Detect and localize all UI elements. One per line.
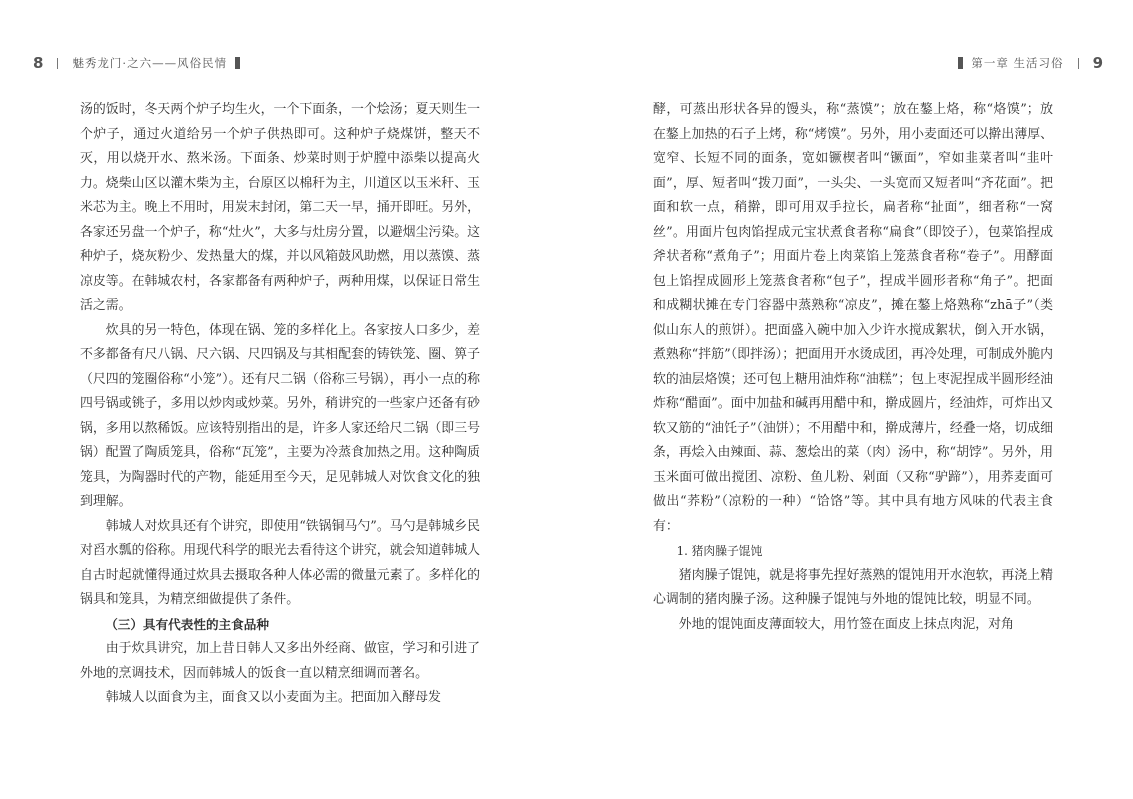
body-paragraph-continued: 酵，可蒸出形状各异的馒头，称“蒸馍”；放在鏊上烙，称“烙馍”；放在鏊上加热的石子上烤，称“烤馍”。另外，用小麦面还可以擀出薄厚、宽窄、长短不同的面条，宽如镢楔者叫“镢面”，窄如韭菜者叫“韭叶面”，厚、短者叫“拨刀面”，一头尖、一头宽而又短者叫“齐花面”。把面和软一点，稍擀，即可用双手拉长，扁者称“扯面”，细者称“一窝丝”。用面片包肉馅捏成元宝状煮食者称“扁食”（即饺子），包菜馅捏成斧状者称“煮角子”；用面片卷上肉菜馅上笼蒸食者称“卷子”。用酵面包上馅捏成圆形上笼蒸食者称“包子”，捏成半圆形者称“角子”。把面和成糊状摊在专门容器中蒸熟称“凉皮”，摊在鏊上烙熟称“zhā子”（类似山东人的煎饼）。把面盛入碗中加入少许水搅成絮状，倒入开水锅，煮熟称“拌筋”（即拌汤）；把面用开水烫成团，再冷处理，可制成外脆内软的油层烙馍；还可包上糖用油炸称“油糕”；包上枣泥捏成半圆形经油炸称“醋面”。面中加盐和碱再用醋中和，擀成圆片，经油炸，可炸出又软又筋的“油饦子”（油饼）；不用醋中和，擀成薄片，经叠一烙，切成细条，再烩入由辣面、蒜、葱烩出的菜（肉）汤中，称“胡饽”。另外，用玉米面可做出搅团、凉粉、鱼儿粉、剁面（又称“驴蹄”），用荞麦面可做出“荞粉”（凉粉的一种）“饸饹”等。其中具有地方风味的代表主食有： [653,102,1053,534]
right-page [566,0,1133,799]
body-paragraph: 韩城人以面食为主，面食又以小麦面为主。把面加入酵母发 [105,690,441,705]
header-marker [235,57,240,69]
body-paragraph: 猪肉臊子馄饨，就是将事先捏好蒸熟的馄饨用开水泡软，再浇上精心调制的猪肉臊子汤。这种臊子馄饨与外地的馄饨比较，明显不同。 [653,567,1053,607]
page-number: 8 [33,54,44,72]
body-paragraph-continued: 汤的饭时，冬天两个炉子均生火，一个下面条，一个烩汤；夏天则生一个炉子，通过火道给另一个炉子供热即可。这种炉子烧煤饼，整天不灭，用以烧开水、熬米汤。下面条、炒菜时则于炉膛中添柴以提高火力。烧柴山区以灌木柴为主，台原区以棉秆为主，川道区以玉米秆、玉米芯为主。晚上不用时，用炭末封闭，第二天一早，捅开即旺。另外，各家还另盘一个炉子，称“灶火”，大多与灶房分置，以避烟尘污染。这种炉子，烧灰粉少、发热量大的煤，并以风箱鼓风助燃，用以蒸馍、蒸凉皮等。在韩城农村，各家都备有两种炉子，两种用煤，以保证日常生活之需。 [80,102,480,313]
page-number: 9 [1092,54,1103,72]
header-marker [958,57,963,69]
chapter-title: 第一章 生活习俗 [971,56,1064,70]
header-divider [1078,58,1079,69]
section-heading: （三）具有代表性的主食品种 [105,616,269,632]
left-page-body [80,98,480,711]
body-paragraph: 由于炊具讲究，加上昔日韩人又多出外经商、做宦，学习和引进了外地的烹调技术，因而韩城人的饭食一直以精烹细调而著名。 [80,641,480,681]
body-paragraph: 韩城人对炊具还有个讲究，即使用“铁锅铜马勺”。马勺是韩城乡民对舀水瓢的俗称。用现代科学的眼光去看待这个讲究，就会知道韩城人自古时起就懂得通过炊具去摄取各种人体必需的微量元素了。多样化的锅具和笼具，为精烹细做提供了条件。 [80,518,480,607]
body-paragraph: 外地的馄饨面皮薄面较大，用竹签在面皮上抹点肉泥，对角 [678,616,1014,632]
subsection-heading: 1. 猪肉臊子馄饨 [676,544,763,558]
right-page-body [653,98,1053,637]
left-page-header [33,50,248,76]
header-divider [57,58,58,69]
right-page-header [950,50,1103,76]
left-page [0,0,566,799]
running-title: 魅秀龙门·之六——风俗民情 [72,56,228,70]
body-paragraph: 炊具的另一特色，体现在锅、笼的多样化上。各家按人口多少，差不多都备有尺八锅、尺六锅、尺四锅及与其相配套的铸铁笼、圈、箅子（尺四的笼圈俗称“小笼”）。还有尺二锅（俗称三号锅），再小一点的称四号锅或铫子，多用以炒肉或炒菜。另外，稍讲究的一些家户还备有砂锅，多用以熬稀饭。应该特别指出的是，许多人家还给尺二锅（即三号锅）配置了陶质笼具，俗称“瓦笼”，主要为冷蒸食加热之用。这种陶质笼具，为陶器时代的产物，能延用至今天，足见韩城人对饮食文化的独到理解。 [80,322,480,509]
